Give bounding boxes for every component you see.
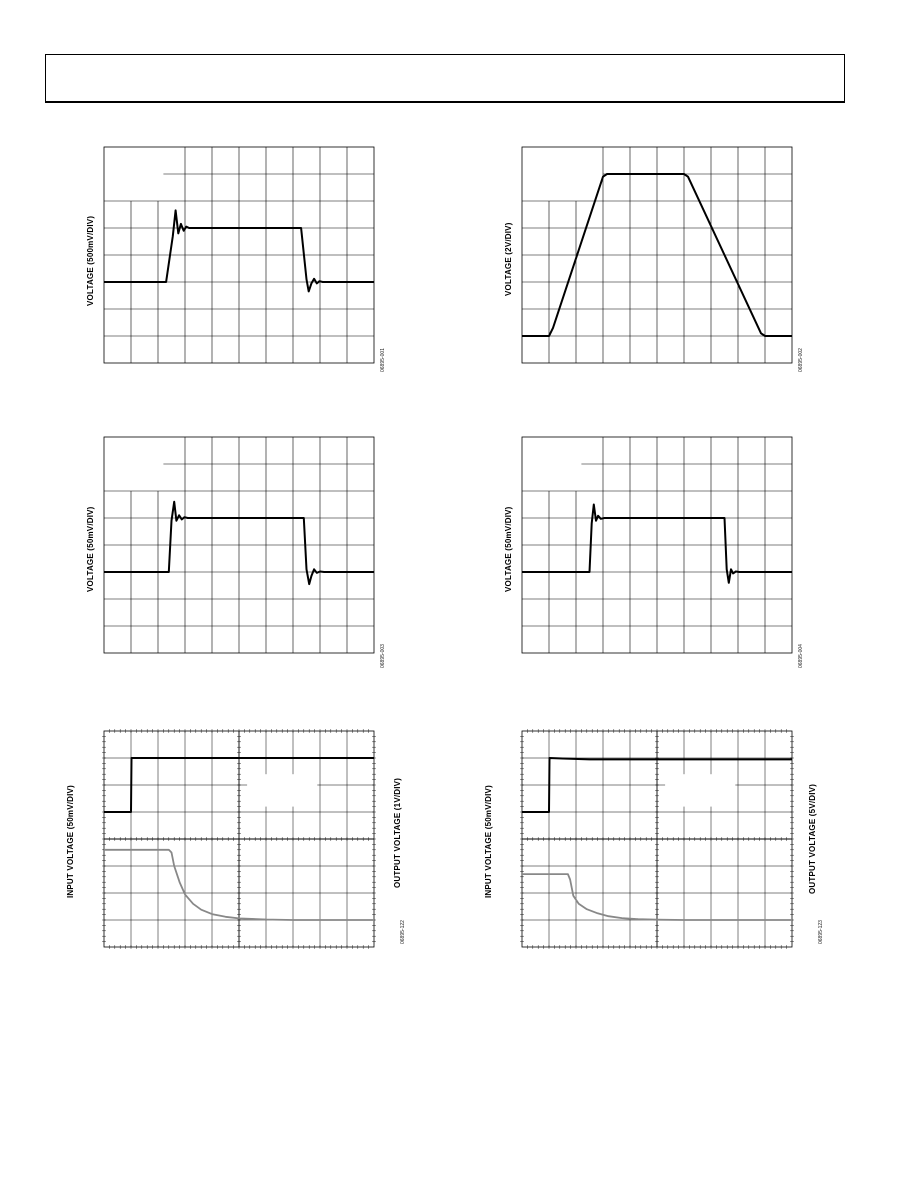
figure-code: 06895-002: [798, 348, 804, 372]
figure-code: 06895-123: [818, 920, 824, 944]
figure-code: 06895-001: [380, 348, 386, 372]
y-axis-label-right: OUTPUT VOLTAGE (5V/DIV): [808, 783, 817, 894]
figure-6-plot: [520, 729, 794, 949]
y-axis-label: VOLTAGE (500mV/DIV): [86, 215, 95, 306]
y-axis-label: VOLTAGE (50mV/DIV): [86, 506, 95, 592]
legend-blank: [665, 774, 735, 806]
figure-code: 06895-122: [400, 920, 406, 944]
figure-code: 06895-003: [380, 644, 386, 668]
y-axis-label-left: INPUT VOLTAGE (50mV/DIV): [66, 785, 75, 898]
y-axis-label: VOLTAGE (50mV/DIV): [504, 506, 513, 592]
y-axis-label: VOLTAGE (2V/DIV): [504, 222, 513, 296]
y-axis-label-right: OUTPUT VOLTAGE (1V/DIV): [393, 777, 402, 888]
figure-code: 06895-004: [798, 644, 804, 668]
y-axis-label-left: INPUT VOLTAGE (50mV/DIV): [484, 785, 493, 898]
